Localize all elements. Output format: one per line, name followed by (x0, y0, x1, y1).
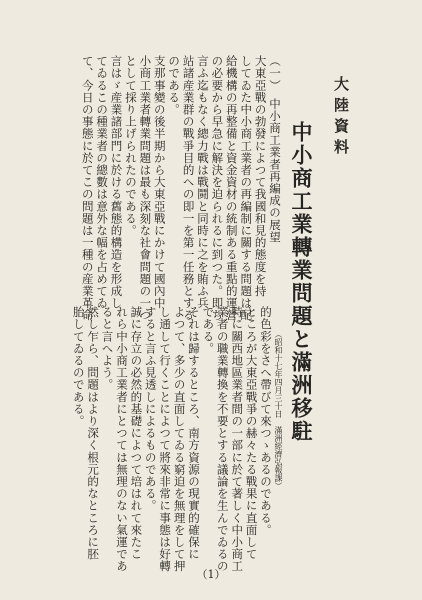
date-source-note: （昭和十七年四月三十日 滿洲經濟弘報課） (274, 330, 283, 490)
body-column: し通して行くことによつて將來非常に事態は好轉 (158, 306, 173, 573)
body-text-lower (48, 306, 273, 573)
body-column: れら中小商工業者にとつては無理のない氣運であ (114, 306, 129, 573)
body-column: 特に關西地區業者間の一部に於て著しく中小商工 (230, 306, 245, 573)
page-number: （1） (196, 568, 226, 581)
body-column: てゐるこの種業者の總數は意外な幅を占めてゐ (95, 55, 110, 310)
body-column: すると言ふ見透しによるものである。 (143, 306, 158, 512)
body-column: ところが大東亞戰爭の赫々たる戰果に直面して (244, 306, 259, 561)
body-column: のである。 (167, 55, 182, 116)
body-column: 給機構の再整備と資金資材の統制ある重點的運營 (224, 55, 239, 322)
body-column: 言ふ迄もなく總力戰は戰鬪と同時に之を賄ふ兵 (195, 55, 210, 310)
body-column: の必要から早急に解決を迫られるに到つた。即ち (210, 55, 225, 322)
body-column: 大東亞戰の勃發によつて我國和見的態度を持 (253, 55, 268, 297)
section-heading: （一） 中小商工業者再編成の展望 (268, 55, 282, 243)
body-column: 的色彩をさへ帶びて來つゝあるのである。 (259, 306, 273, 536)
body-text-upper (80, 55, 282, 322)
body-column: て、今日の事態に於てこの問題は一種の産業革命 (80, 55, 95, 322)
body-column: として採り上げられたのである。 (123, 55, 138, 237)
body-column: それは歸するところ、南方資源の現實的確保に (186, 306, 201, 561)
body-column: よつて、多少の直面してゐる窮迫を無理をして押 (172, 306, 187, 573)
body-column: 小商工業者轉業問題は最も深刻な社會問題の一つ (138, 55, 153, 322)
body-column: してゐた中小商工業者の再編制に關する問題は配 (239, 55, 254, 322)
series-label: 大陸資料 (332, 76, 350, 160)
body-column: 言はゞ産業諸部門に於ける舊態的構造を形成し (109, 55, 124, 310)
body-column: 業者の職業轉換を不要とする議論を生んでゐるの (215, 306, 230, 573)
body-column: 然し乍ら、問題はより深く根元的なところに胚 (86, 306, 101, 561)
document-title: 中小商工業轉業問題と滿洲移駐 (289, 121, 314, 443)
body-column: である。 (201, 306, 216, 355)
body-column: 胎してゐるのである。 (71, 306, 86, 427)
body-column: 站諸産業群の戰爭目的への即一を第一任務とする (181, 55, 196, 322)
body-column: 支那事變の後半期から大東亞戰にかけて國內中 (152, 55, 167, 310)
body-column: ると言へよう。 (100, 306, 115, 391)
body-column: 誠に存立の必然的基礎によつて培はれて來たこ (129, 306, 144, 561)
